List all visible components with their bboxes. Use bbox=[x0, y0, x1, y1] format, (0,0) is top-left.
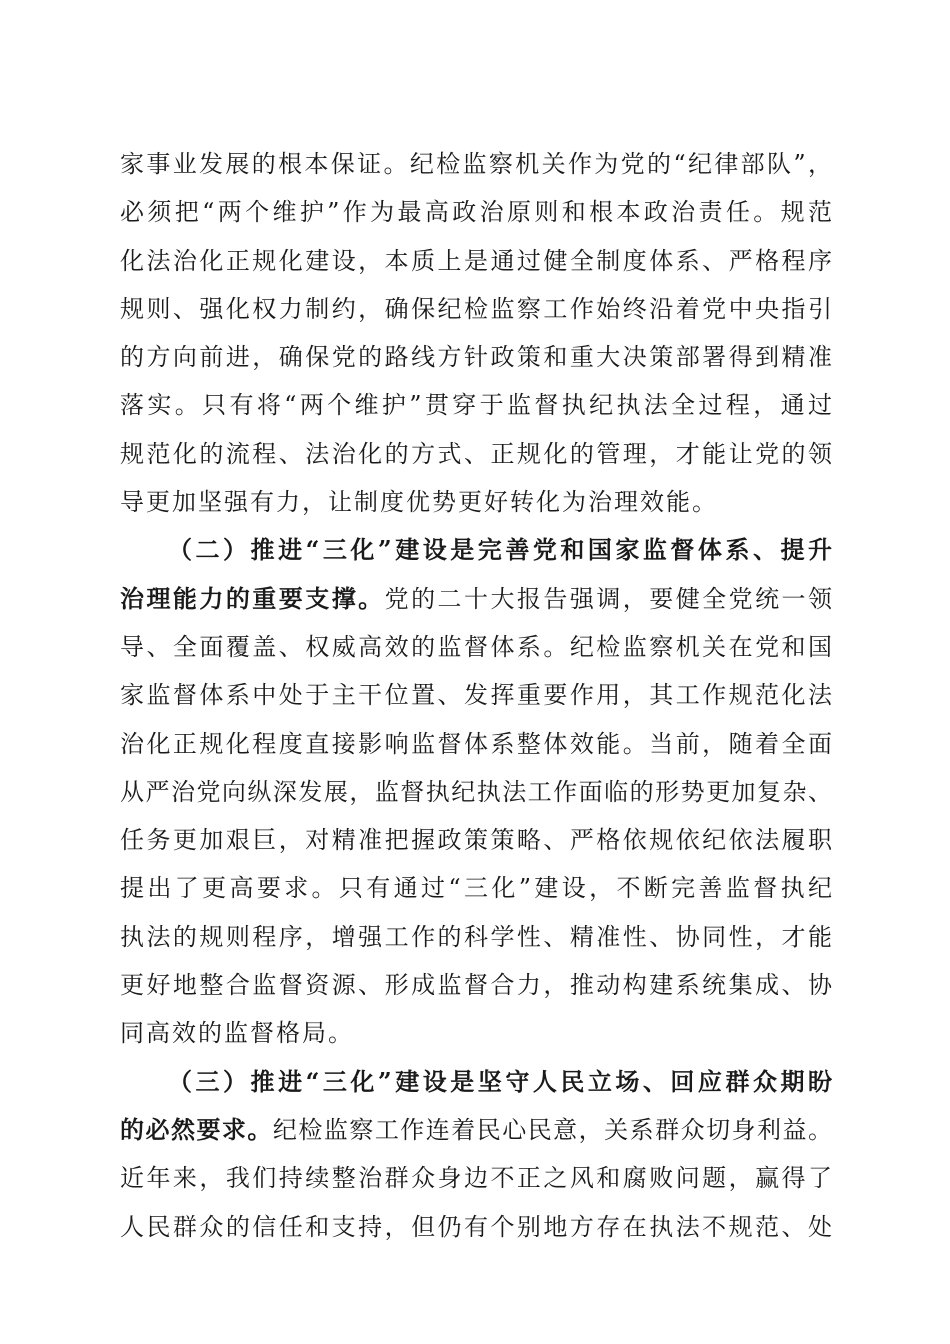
bold-heading-text: 治理能力的重要支撑。 bbox=[120, 583, 385, 613]
text-line bbox=[120, 623, 832, 671]
text-line bbox=[120, 478, 832, 526]
bold-heading-text: （二）推进“三化”建设是完善党和国家监督体系、提升 bbox=[168, 535, 832, 565]
text-line bbox=[120, 333, 832, 381]
text-line bbox=[120, 1154, 832, 1202]
body-text-segment: 同高效的监督格局。 bbox=[120, 1019, 354, 1048]
body-text-segment: 化法治化正规化建设，本质上是通过健全制度体系、严格程序 bbox=[120, 246, 832, 275]
text-line bbox=[120, 1058, 832, 1106]
body-text-segment: 党的二十大报告强调，要健全党统一领 bbox=[384, 584, 833, 613]
text-line bbox=[120, 237, 832, 285]
text-line bbox=[120, 1203, 832, 1251]
text-line bbox=[120, 526, 832, 574]
text-line bbox=[120, 768, 832, 816]
body-text-segment: 导、全面覆盖、权威高效的监督体系。纪检监察机关在党和国 bbox=[120, 632, 832, 661]
body-text-segment: 规范化的流程、法治化的方式、正规化的管理，才能让党的领 bbox=[120, 439, 832, 468]
text-line bbox=[120, 816, 832, 864]
text-line bbox=[120, 1009, 832, 1057]
body-text-segment: 必须把“两个维护”作为最高政治原则和根本政治责任。规范 bbox=[120, 198, 832, 227]
text-line bbox=[120, 864, 832, 912]
body-text-segment: 任务更加艰巨，对精准把握政策策略、严格依规依纪依法履职 bbox=[120, 826, 832, 855]
body-text-segment: 提出了更高要求。只有通过“三化”建设，不断完善监督执纪 bbox=[120, 874, 832, 903]
bold-heading-text: （三）推进“三化”建设是坚守人民立场、回应群众期盼 bbox=[168, 1066, 832, 1096]
text-line bbox=[120, 961, 832, 1009]
text-line bbox=[120, 285, 832, 333]
body-text-segment: 的方向前进，确保党的路线方针政策和重大决策部署得到精准 bbox=[120, 343, 832, 372]
body-text-segment: 执法的规则程序，增强工作的科学性、精准性、协同性，才能 bbox=[120, 922, 832, 951]
body-text-segment: 导更加坚强有力，让制度优势更好转化为治理效能。 bbox=[120, 488, 718, 517]
body-text-segment: 更好地整合监督资源、形成监督合力，推动构建系统集成、协 bbox=[120, 971, 832, 1000]
text-line bbox=[120, 1106, 832, 1154]
text-line bbox=[120, 430, 832, 478]
body-text-segment: 近年来，我们持续整治群众身边不正之风和腐败问题，赢得了 bbox=[120, 1164, 832, 1193]
text-line bbox=[120, 913, 832, 961]
body-text-segment: 规则、强化权力制约，确保纪检监察工作始终沿着党中央指引 bbox=[120, 294, 832, 323]
paragraph-p1 bbox=[120, 140, 832, 526]
paragraph-p2 bbox=[120, 526, 832, 1057]
text-line bbox=[120, 381, 832, 429]
text-line bbox=[120, 575, 832, 623]
text-line bbox=[120, 671, 832, 719]
paragraph-p3 bbox=[120, 1058, 832, 1251]
text-line bbox=[120, 720, 832, 768]
body-text-segment: 家监督体系中处于主干位置、发挥重要作用，其工作规范化法 bbox=[120, 681, 832, 710]
text-line bbox=[120, 140, 832, 188]
body-text-segment: 治化正规化程度直接影响监督体系整体效能。当前，随着全面 bbox=[120, 729, 832, 758]
body-text-segment: 纪检监察工作连着民心民意，关系群众切身利益。 bbox=[272, 1115, 833, 1144]
body-text-segment: 从严治党向纵深发展，监督执纪执法工作面临的形势更加复杂、 bbox=[120, 777, 832, 806]
text-line bbox=[120, 188, 832, 236]
bold-heading-text: 的必然要求。 bbox=[120, 1114, 273, 1144]
body-text-segment: 家事业发展的根本保证。纪检监察机关作为党的“纪律部队”， bbox=[120, 150, 832, 178]
body-text-segment: 落实。只有将“两个维护”贯穿于监督执纪执法全过程，通过 bbox=[120, 391, 832, 420]
body-text-segment: 人民群众的信任和支持，但仍有个别地方存在执法不规范、处 bbox=[120, 1212, 832, 1241]
body-text bbox=[120, 140, 832, 1251]
